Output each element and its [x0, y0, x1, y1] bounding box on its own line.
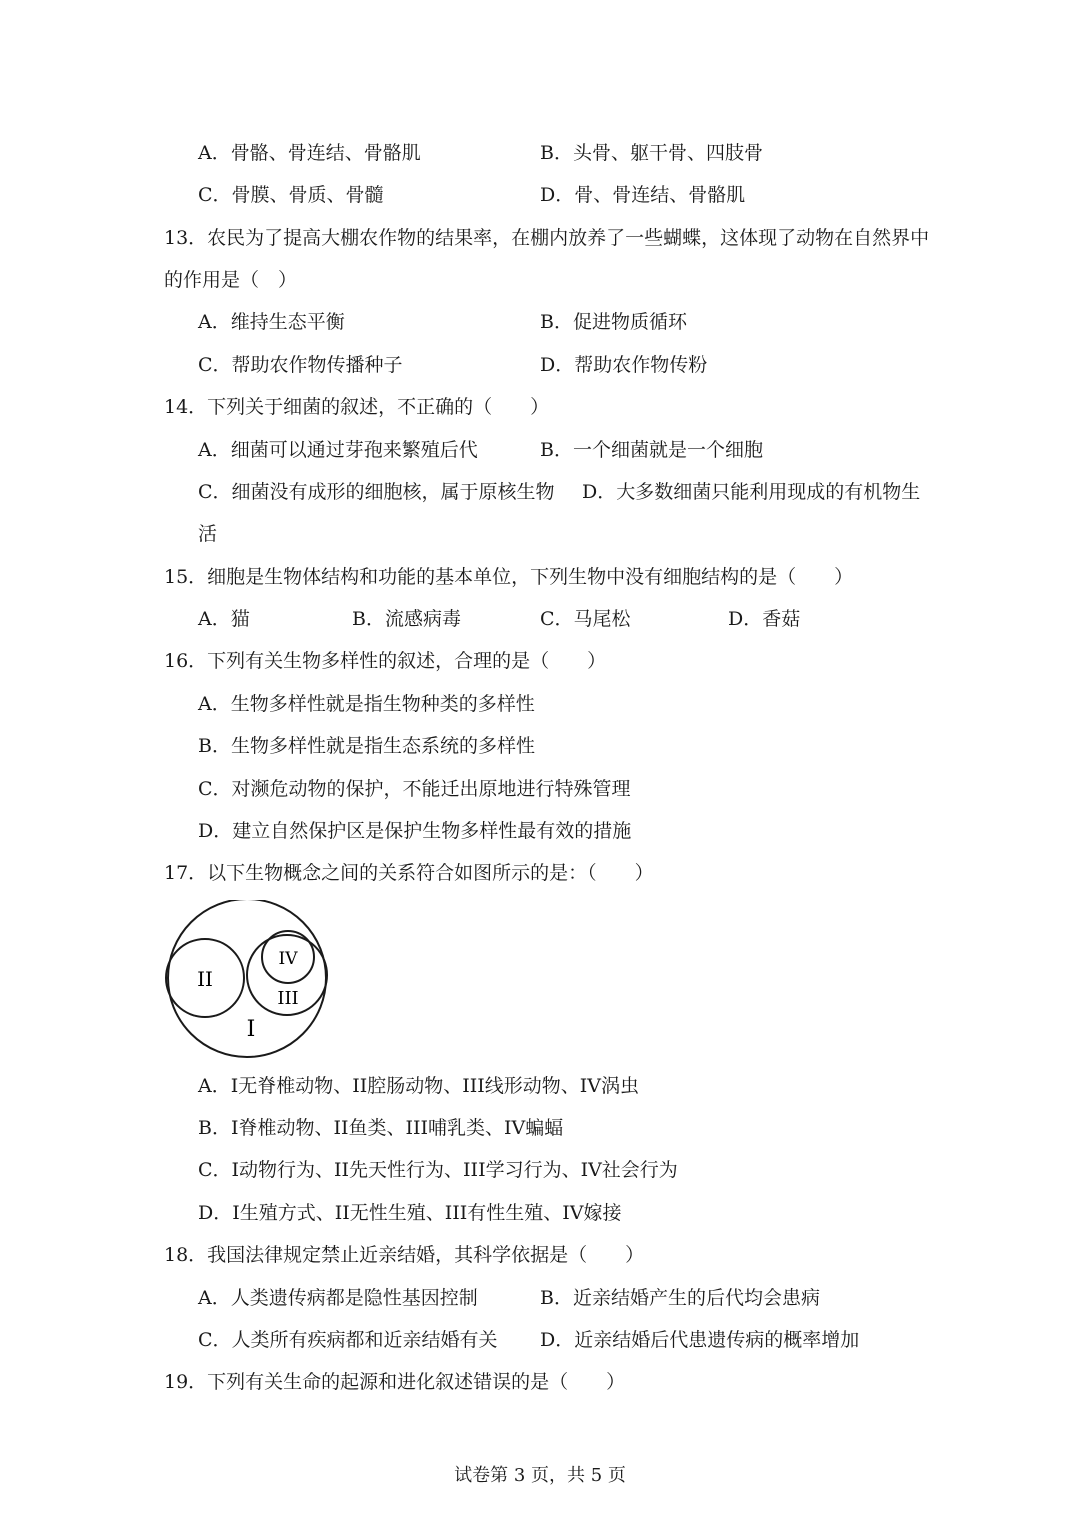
q16-option-d: D．建立自然保护区是保护生物多样性最有效的措施	[198, 820, 632, 842]
q17-option-c: C．I动物行为、II先天性行为、III学习行为、IV社会行为	[198, 1159, 678, 1181]
q14-option-c: C．细菌没有成形的细胞核，属于原核生物	[198, 481, 555, 503]
q18-option-c: C．人类所有疾病都和近亲结婚有关	[198, 1329, 498, 1351]
q12-option-b: B．头骨、躯干骨、四肢骨	[540, 142, 763, 164]
q17-option-d: D．I生殖方式、II无性生殖、III有性生殖、IV嫁接	[198, 1202, 622, 1224]
q13-option-d: D．帮助农作物传粉	[540, 354, 708, 376]
label-iv: IV	[278, 949, 298, 969]
q17-option-a: A．I无脊椎动物、II腔肠动物、III线形动物、IV涡虫	[198, 1075, 639, 1097]
venn-diagram	[160, 900, 335, 1058]
q15-stem: 15．细胞是生物体结构和功能的基本单位，下列生物中没有细胞结构的是（ ）	[164, 566, 854, 588]
q19-stem: 19．下列有关生命的起源和进化叙述错误的是（ ）	[164, 1371, 626, 1393]
q13-option-b: B．促进物质循环	[540, 311, 687, 333]
q13-stem-line2: 的作用是（ ）	[164, 269, 298, 291]
q18-stem: 18．我国法律规定禁止近亲结婚，其科学依据是（ ）	[164, 1244, 645, 1266]
q14-option-b: B．一个细菌就是一个细胞	[540, 439, 763, 461]
q16-option-a: A．生物多样性就是指生物种类的多样性	[198, 693, 535, 715]
q16-stem: 16．下列有关生物多样性的叙述，合理的是（ ）	[164, 650, 607, 672]
q18-option-d: D．近亲结婚后代患遗传病的概率增加	[540, 1329, 860, 1351]
q17-stem: 17．以下生物概念之间的关系符合如图所示的是：（ ）	[164, 862, 654, 884]
page-footer: 试卷第 3 页，共 5 页	[454, 1465, 626, 1486]
q18-option-a: A．人类遗传病都是隐性基因控制	[198, 1287, 478, 1309]
q16-option-b: B．生物多样性就是指生态系统的多样性	[198, 735, 535, 757]
q14-option-d: D．大多数细菌只能利用现成的有机物生	[582, 481, 921, 503]
q13-option-c: C．帮助农作物传播种子	[198, 354, 403, 376]
label-i: I	[246, 1017, 256, 1042]
q17-option-b: B．I脊椎动物、II鱼类、III哺乳类、IV蝙蝠	[198, 1117, 564, 1139]
q16-option-c: C．对濒危动物的保护，不能迁出原地进行特殊管理	[198, 778, 631, 800]
q18-option-b: B．近亲结婚产生的后代均会患病	[540, 1287, 820, 1309]
q15-option-c: C．马尾松	[540, 608, 631, 630]
q15-option-b: B．流感病毒	[352, 608, 461, 630]
q13-option-a: A．维持生态平衡	[198, 311, 345, 333]
q14-stem: 14．下列关于细菌的叙述，不正确的（ ）	[164, 396, 550, 418]
q12-option-d: D．骨、骨连结、骨骼肌	[540, 184, 746, 206]
label-ii: II	[197, 967, 213, 991]
q12-option-c: C．骨膜、骨质、骨髓	[198, 184, 384, 206]
q12-option-a: A．骨骼、骨连结、骨骼肌	[198, 142, 421, 164]
q13-stem-line1: 13．农民为了提高大棚农作物的结果率，在棚内放养了一些蝴蝶，这体现了动物在自然界中	[164, 227, 930, 249]
q15-option-d: D．香菇	[728, 608, 801, 630]
q14-option-d-continued: 活	[198, 523, 218, 545]
q15-option-a: A．猫	[198, 608, 250, 630]
q14-option-a: A．细菌可以通过芽孢来繁殖后代	[198, 439, 478, 461]
label-iii: III	[277, 988, 299, 1009]
